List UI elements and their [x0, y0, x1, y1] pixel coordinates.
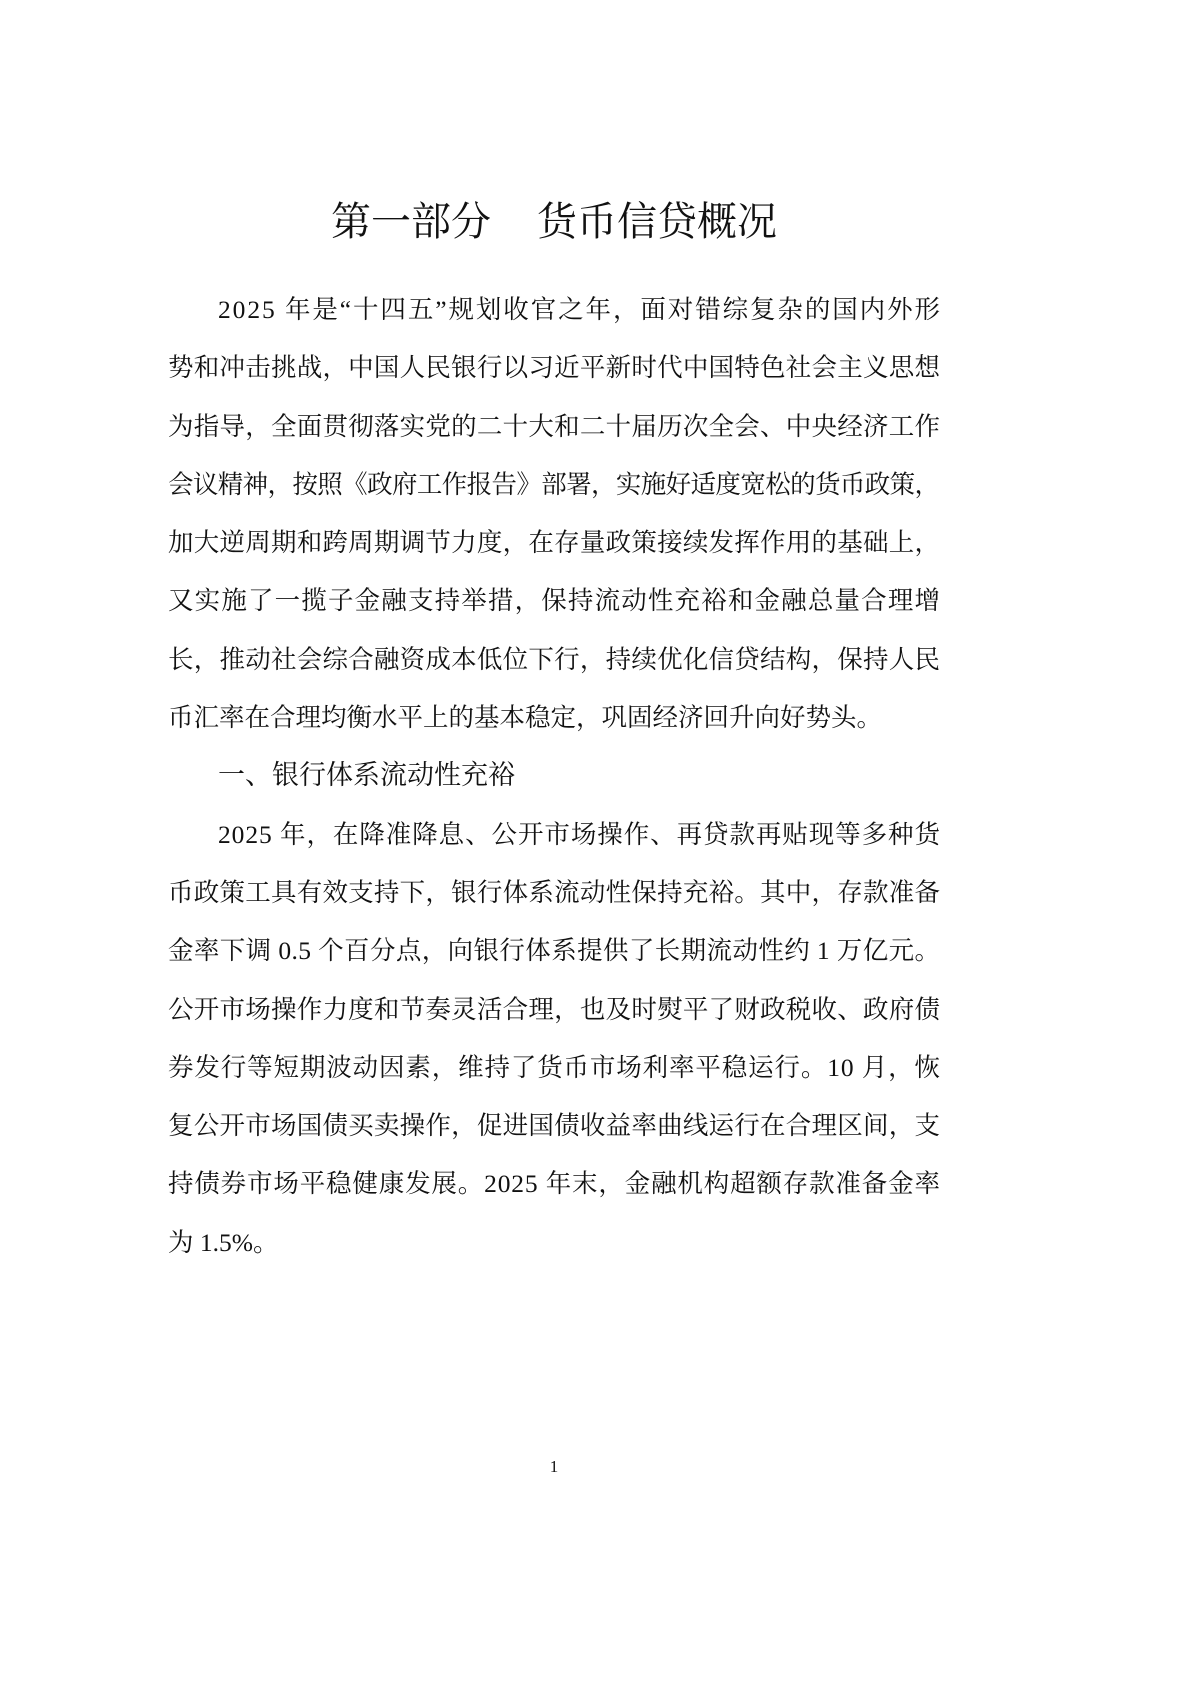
- paragraph-line: 为 1.5%。: [168, 1227, 279, 1257]
- section-paragraph: [168, 806, 940, 1272]
- paragraph-line: 公开市场操作力度和节奏灵活合理，也及时熨平了财政税收、政府债: [168, 994, 941, 1024]
- title-part-label: 第一部分: [331, 199, 491, 245]
- paragraph-line: 会议精神，按照《政府工作报告》部署，实施好适度宽松的货币政策，: [168, 469, 940, 499]
- page-title: [168, 198, 940, 246]
- paragraph-line: 币汇率在合理均衡水平上的基本稳定，巩固经济回升向好势头。: [168, 703, 883, 733]
- paragraph-line: 2025 年，在降准降息、公开市场操作、再贷款再贴现等多种货: [218, 819, 941, 849]
- document-body: [168, 281, 940, 1272]
- paragraph-line: 又实施了一揽子金融支持举措，保持流动性充裕和金融总量合理增: [168, 586, 942, 616]
- paragraph-line: 为指导，全面贯彻落实党的二十大和二十届历次全会、中央经济工作: [168, 411, 941, 441]
- title-text: 货币信贷概况: [537, 199, 777, 245]
- paragraph-line: 复公开市场国债买卖操作，促进国债收益率曲线运行在合理区间，支: [168, 1111, 941, 1141]
- paragraph-line: 券发行等短期波动因素，维持了货币市场利率平稳运行。10 月，恢: [168, 1052, 941, 1082]
- paragraph-line: 2025 年是“十四五”规划收官之年，面对错综复杂的国内外形: [218, 295, 942, 324]
- section-heading: 一、银行体系流动性充裕: [218, 760, 515, 792]
- paragraph-line: 势和冲击挑战，中国人民银行以习近平新时代中国特色社会主义思想: [168, 353, 941, 383]
- page-number: 1: [549, 1457, 559, 1476]
- intro-paragraph: [168, 281, 940, 747]
- paragraph-line: 金率下调 0.5 个百分点，向银行体系提供了长期流动性约 1 万亿元。: [168, 936, 941, 966]
- paragraph-line: 币政策工具有效支持下，银行体系流动性保持充裕。其中，存款准备: [168, 877, 941, 907]
- paragraph-line: 长，推动社会综合融资成本低位下行，持续优化信贷结构，保持人民: [168, 644, 941, 674]
- paragraph-line: 持债券市场平稳健康发展。2025 年末，金融机构超额存款准备金率: [168, 1169, 941, 1199]
- paragraph-line: 加大逆周期和跨周期调节力度，在存量政策接续发挥作用的基础上，: [168, 528, 941, 558]
